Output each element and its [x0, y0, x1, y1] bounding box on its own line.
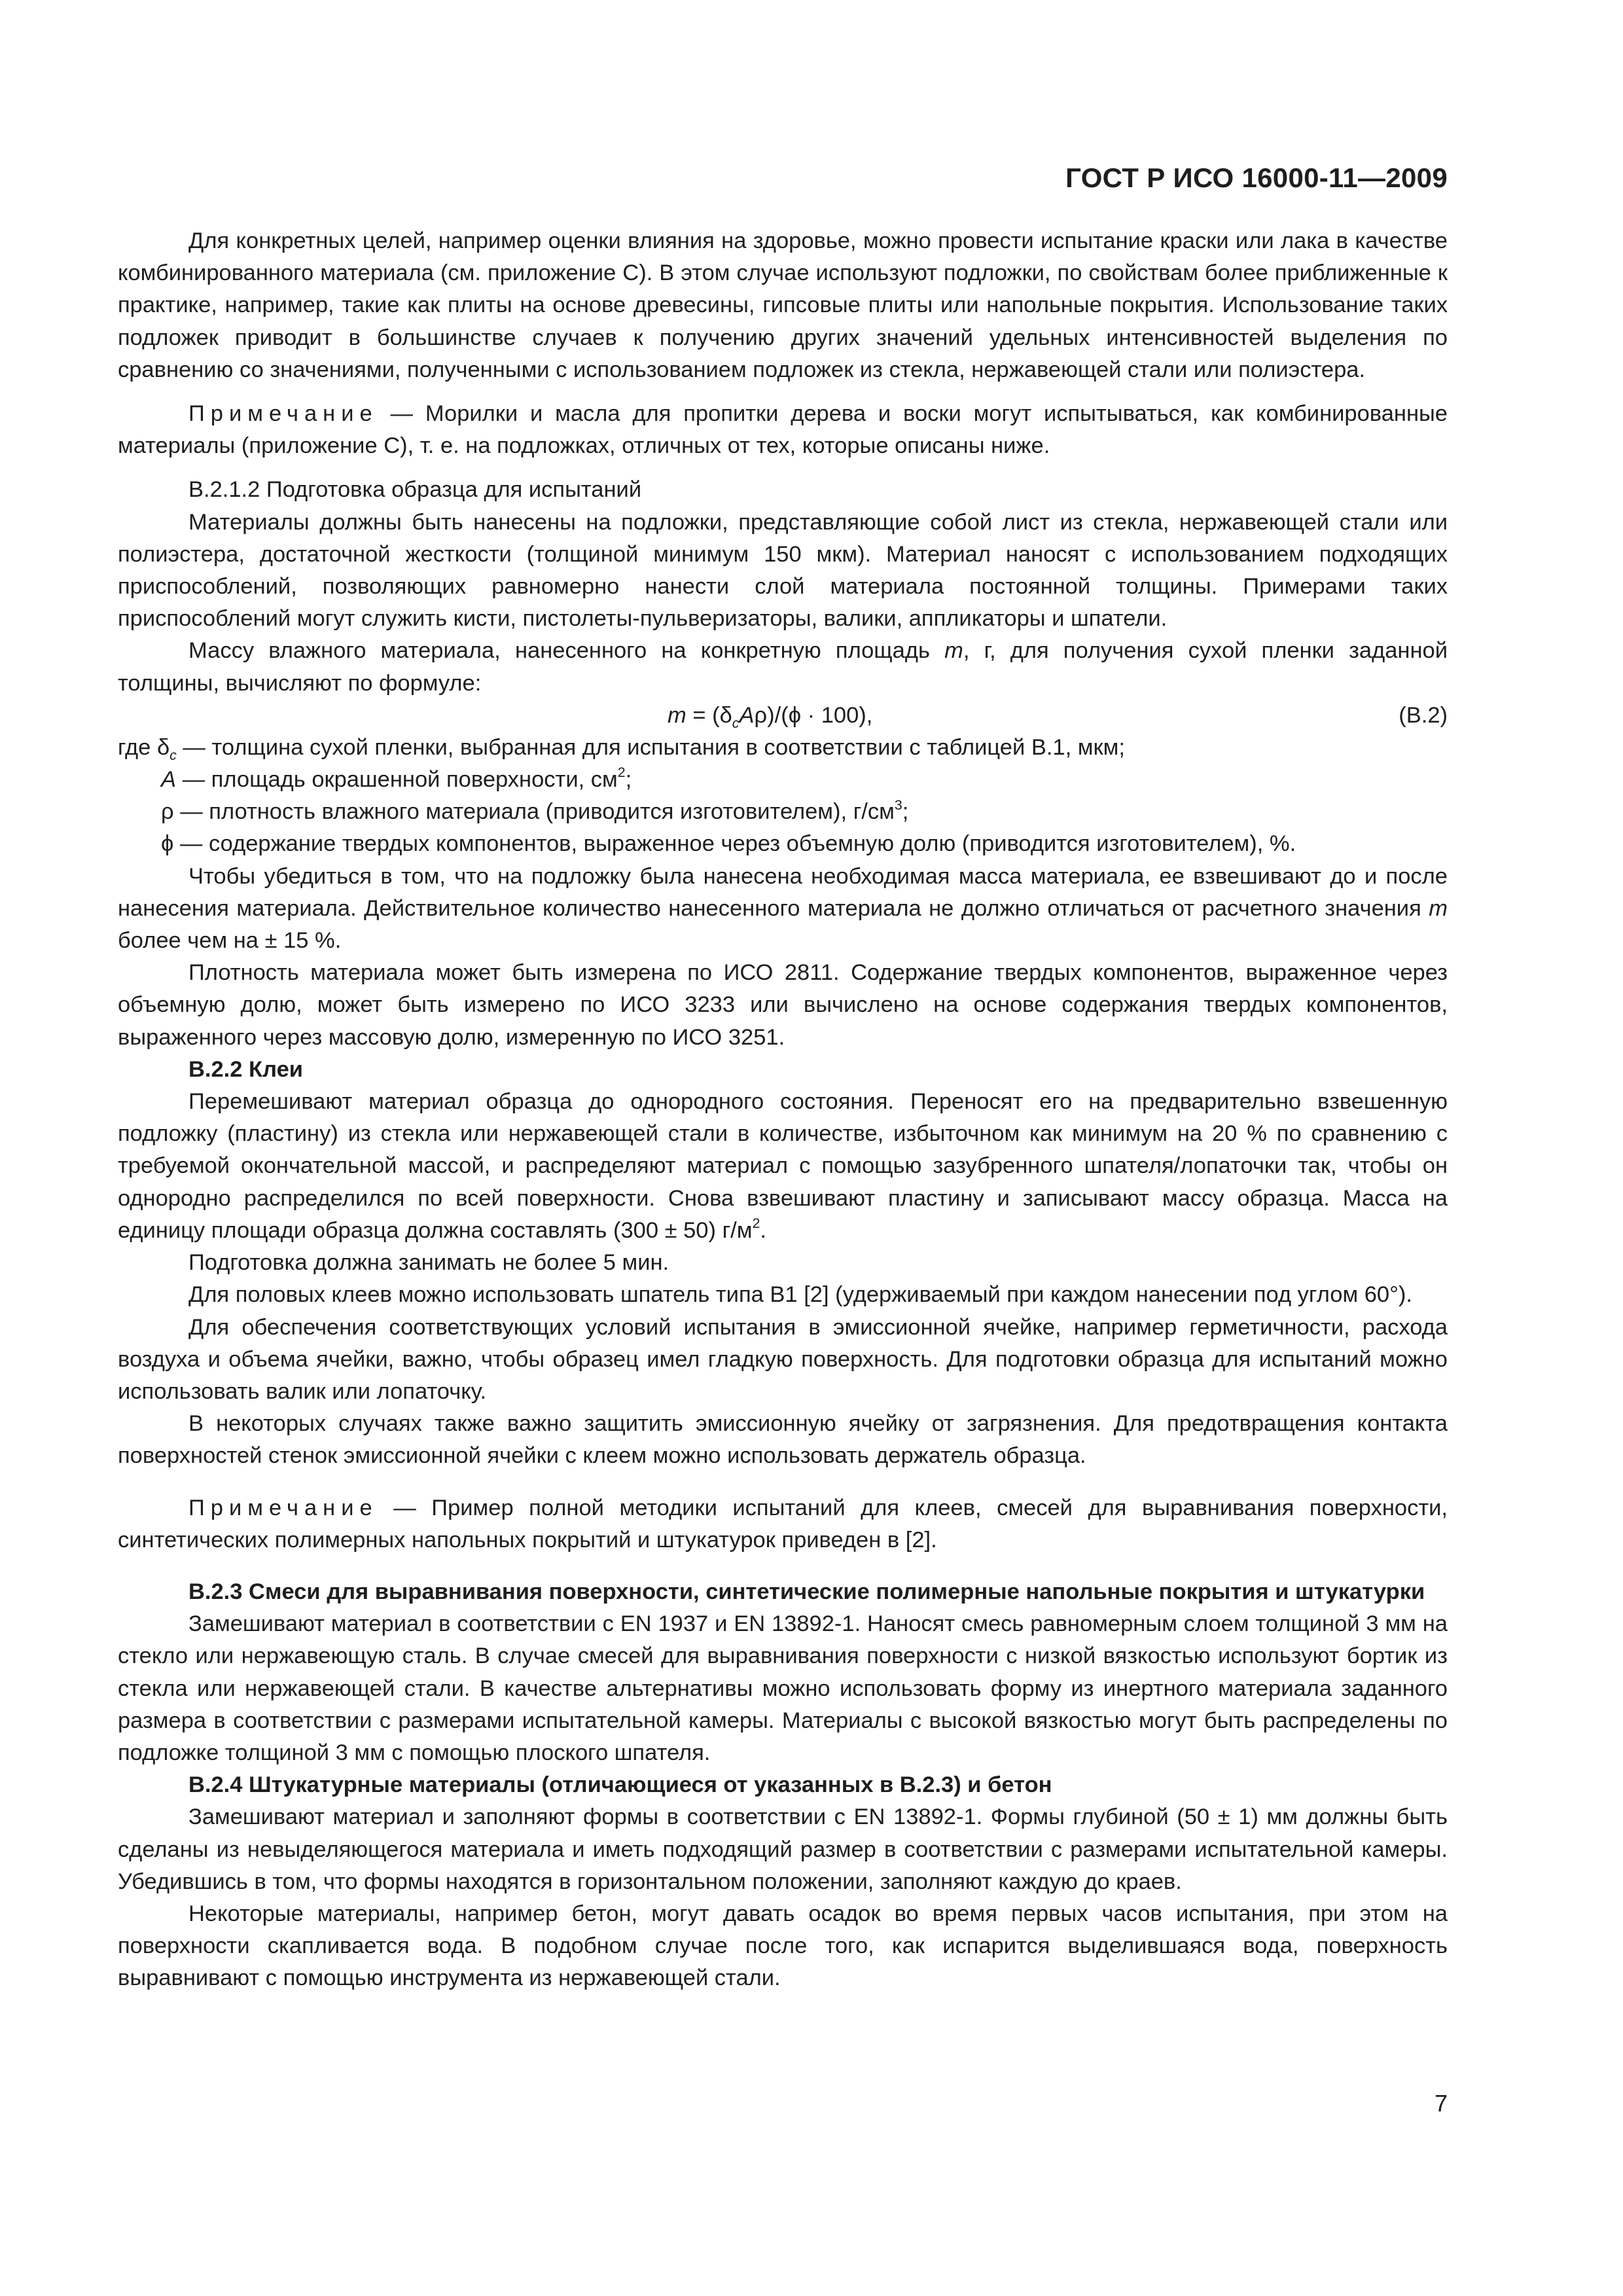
- text-run: ;: [625, 767, 632, 793]
- math-symbol: m: [944, 638, 963, 664]
- paragraph: Плотность материала может быть измерена по ИСО 2811. Содержание твердых компонентов, выраженное через объемную долю, может быть измерено по ИСО 3233 или вычислено на основе содержания твердых компонентов, выраженного через массовую долю, измеренную по ИСО 3251.: [118, 960, 1448, 1050]
- text-run: .: [760, 1217, 766, 1243]
- text-run: Чтобы убедиться в том, что на подложку была нанесена необходимая масса материала, ее взвешивают до и после нанесения материала. Действительное количество нанесенного материала не должно отличаться от расчетного значения: [118, 863, 1448, 921]
- definition: [118, 828, 1448, 860]
- formula-number: (В.2): [1399, 702, 1448, 728]
- math-subscript: c: [732, 715, 740, 731]
- section-heading: В.2.3 Смеси для выравнивания поверхности, синтетические полимерные напольные покрытия и штукатурки: [188, 1579, 1425, 1604]
- math-symbol: ϕ: [788, 702, 802, 728]
- text-run: — плотность влажного материала (приводится изготовителем), г/см: [173, 799, 895, 825]
- text-run: ;: [902, 799, 909, 825]
- text-run: — площадь окрашенной поверхности, см: [176, 767, 618, 793]
- superscript: 3: [894, 797, 902, 813]
- math-symbol: ρ: [161, 799, 174, 825]
- superscript: 2: [752, 1215, 760, 1232]
- note-label: Примечание: [188, 401, 378, 427]
- paragraph: Для обеспечения соответствующих условий испытания в эмиссионной ячейке, например герметичности, расхода воздуха и объема ячейки, важно, чтобы образец имел гладкую поверхность. Для подготовки образца для испытаний можно использовать валик или лопаточку.: [118, 1314, 1448, 1404]
- math-text: = (: [686, 702, 720, 728]
- paragraph: Для конкретных целей, например оценки влияния на здоровье, можно провести испытание краски или лака в качестве комбинированного материала (см. приложение С). В этом случае используют подложки, по свойствам более приближенные к практике, например, такие как плиты на основе древесины, гипсовые плиты или напольные покрытия. Использование таких подложек приводит в большинстве случаев к получению других значений удельных интенсивностей выделения по сравнению со значениями, полученными с использованием подложек из стекла, нержавеющей стали или полиэстера.: [118, 228, 1448, 382]
- note-text: — Пример полной методики испытаний для клеев, смесей для выравнивания поверхности, синтетических полимерных напольных покрытий и штукатурок приведен в [2].: [118, 1495, 1448, 1552]
- formula: [118, 700, 1448, 732]
- math-symbol: δ: [156, 734, 170, 760]
- paragraph: Замешивают материал и заполняют формы в соответствии с EN 13892-1. Формы глубиной (50 ± 1) мм должны быть сделаны из невыделяющегося материала и иметь подходящий размер в соответствии с размерами испытательной камеры. Убедившись в том, что формы находятся в горизонтальном положении, заполняют каждую до краев.: [118, 1804, 1448, 1894]
- formula-expression: [668, 700, 872, 732]
- section-heading: В.2.4 Штукатурные материалы (отличающиеся от указанных в В.2.3) и бетон: [188, 1772, 1052, 1798]
- definitions: [118, 732, 1448, 861]
- paragraph: [118, 635, 1448, 699]
- paragraph: Материалы должны быть нанесены на подложки, представляющие собой лист из стекла, нержавеющей стали или полиэстера, достаточной жесткости (толщиной минимум 150 мкм). Материал наносят с использованием подходящих приспособлений, позволяющих равномерно нанести слой материала постоянной толщины. Примерами таких приспособлений могут служить кисти, пистолеты-пульверизаторы, валики, аппликаторы и шпатели.: [118, 509, 1448, 632]
- paragraph: Подготовка должна занимать не более 5 мин.: [188, 1250, 669, 1276]
- text-run: где: [118, 734, 157, 760]
- section-heading: В.2.2 Клеи: [188, 1056, 303, 1082]
- page-number: 7: [1434, 2090, 1448, 2117]
- definition: [118, 796, 1448, 828]
- text-run: более чем на ± 15 %.: [118, 928, 342, 954]
- note-label: Примечание: [188, 1495, 378, 1520]
- document-header: ГОСТ Р ИСО 16000-11—2009: [1065, 162, 1448, 193]
- math-symbol: A: [161, 767, 177, 793]
- definition: [118, 732, 1448, 764]
- text-run: Перемешивают материал образца до однородного состояния. Переносят его на предварительно взвешенную подложку (пластину) из стекла или нержавеющей стали в количестве, избыточном как минимум на 20 % по сравнению с требуемой окончательной массой, и распределяют материал с помощью зазубренного шпателя/лопаточки так, чтобы он однородно распределился по всей поверхности. Снова взвешивают пластину и записывают массу образца. Масса на единицу площади образца должна составлять (300 ± 50) г/м: [118, 1089, 1448, 1243]
- math-symbol: A: [739, 702, 755, 728]
- section-heading: В.2.1.2 Подготовка образца для испытаний: [188, 477, 642, 503]
- superscript: 2: [617, 764, 626, 781]
- paragraph: [118, 861, 1448, 958]
- paragraph: [118, 1086, 1448, 1247]
- text-run: Массу влажного материала, нанесенного на конкретную площадь: [188, 638, 945, 664]
- math-symbol: ϕ: [161, 831, 174, 857]
- note: [118, 398, 1448, 462]
- math-text: · 100),: [801, 702, 873, 728]
- text-run: — содержание твердых компонентов, выраженное через объемную долю (приводится изготовителем), %.: [173, 831, 1296, 857]
- math-text: )/(: [767, 702, 789, 728]
- text-run: , г, для получения сухой пленки заданной толщины, вычисляют по формуле:: [118, 638, 1448, 696]
- paragraph: В некоторых случаях также важно защитить эмиссионную ячейку от загрязнения. Для предотвращения контакта поверхностей стенок эмиссионной ячейки с клеем можно использовать держатель образца.: [118, 1411, 1448, 1469]
- page-body: [118, 225, 1448, 1995]
- math-subscript: c: [169, 747, 177, 763]
- paragraph: Некоторые материалы, например бетон, могут давать осадок во время первых часов испытания, при этом на поверхности скапливается вода. В подобном случае после того, как испарится выделившаяся вода, поверхность выравнивают с помощью инструмента из нержавеющей стали.: [118, 1901, 1448, 1991]
- math-symbol: ρ: [754, 702, 768, 728]
- note: [118, 1492, 1448, 1556]
- math-symbol: δ: [719, 702, 732, 728]
- paragraph: Замешивают материал в соответствии с EN 1937 и EN 13892-1. Наносят смесь равномерным слоем толщиной 3 мм на стекло или нержавеющую сталь. В случае смесей для выравнивания поверхности с низкой вязкостью используют бортик из стекла или нержавеющей стали. В качестве альтернативы можно использовать форму из инертного материала заданного размера в соответствии с размерами испытательной камеры. Материалы с высокой вязкостью могут быть распределены по подложке толщиной 3 мм с помощью плоского шпателя.: [118, 1611, 1448, 1765]
- text-run: — толщина сухой пленки, выбранная для испытания в соответствии с таблицей В.1, мкм;: [176, 734, 1125, 760]
- math-symbol: m: [668, 702, 687, 728]
- note-text: — Морилки и масла для пропитки дерева и воски могут испытываться, как комбинированные материалы (приложение С), т. е. на подложках, отличных от тех, которые описаны ниже.: [118, 401, 1448, 459]
- paragraph: Для половых клеев можно использовать шпатель типа В1 [2] (удерживаемый при каждом нанесении под углом 60°).: [188, 1282, 1412, 1308]
- definition: [118, 764, 1448, 796]
- math-symbol: m: [1429, 895, 1448, 921]
